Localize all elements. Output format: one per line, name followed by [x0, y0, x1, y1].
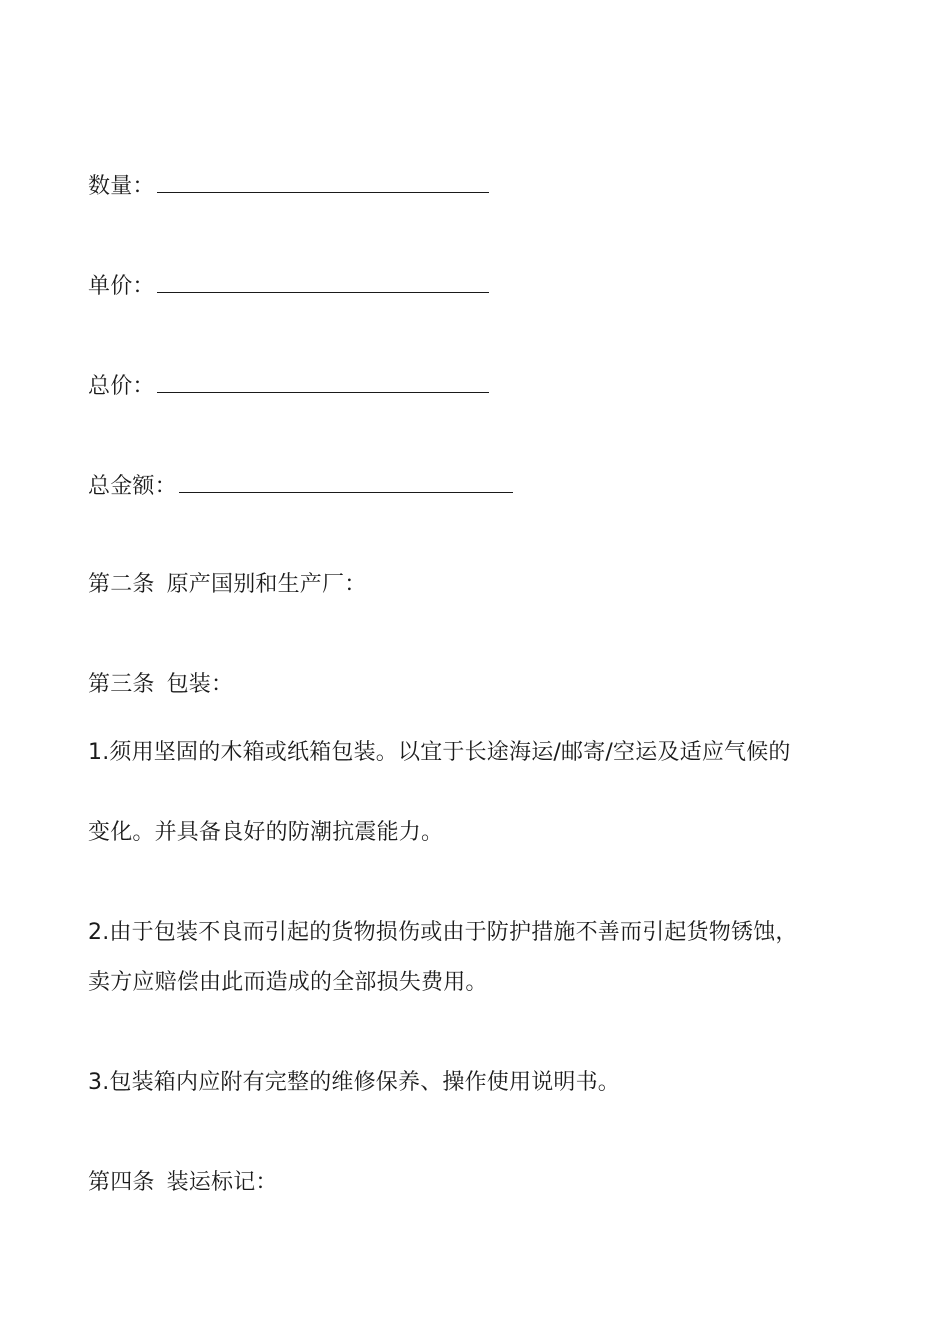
total-amount-blank[interactable]: [179, 470, 513, 493]
article-3-number: 第三条: [88, 672, 155, 697]
article-4-heading: [88, 1168, 278, 1198]
article-3-item-3: 3.包装箱内应附有完整的维修保养、操作使用说明书。: [88, 1070, 620, 1095]
article-3-item-2-line-1: 2.由于包装不良而引起的货物损伤或由于防护措施不善而引起货物锈蚀，: [88, 920, 798, 945]
quantity-label: 数量：: [88, 174, 155, 199]
total-price-blank[interactable]: [157, 370, 489, 393]
article-3-title: 包装：: [166, 672, 234, 697]
article-2-heading: [88, 570, 366, 600]
article-3-item-1-line-1: 1.须用坚固的木箱或纸箱包装。以宜于长途海运/邮寄/空运及适应气候的: [88, 740, 791, 765]
unit-price-label: 单价：: [88, 274, 155, 299]
total-price-line: [88, 370, 489, 402]
quantity-blank[interactable]: [157, 170, 489, 193]
unit-price-line: [88, 270, 489, 302]
unit-price-blank[interactable]: [157, 270, 489, 293]
article-4-number: 第四条: [88, 1170, 155, 1195]
total-amount-label: 总金额：: [88, 474, 177, 499]
article-3-item-2-line-2: 卖方应赔偿由此而造成的全部损失费用。: [88, 970, 488, 995]
article-3-heading: [88, 670, 233, 700]
article-2-number: 第二条: [88, 572, 155, 597]
article-4-title: 装运标记：: [166, 1170, 278, 1195]
total-price-label: 总价：: [88, 374, 155, 399]
quantity-line: [88, 170, 489, 202]
article-2-title: 原产国别和生产厂：: [166, 572, 367, 597]
article-3-item-1-line-2: 变化。并具备良好的防潮抗震能力。: [88, 820, 444, 845]
total-amount-line: [88, 470, 513, 502]
